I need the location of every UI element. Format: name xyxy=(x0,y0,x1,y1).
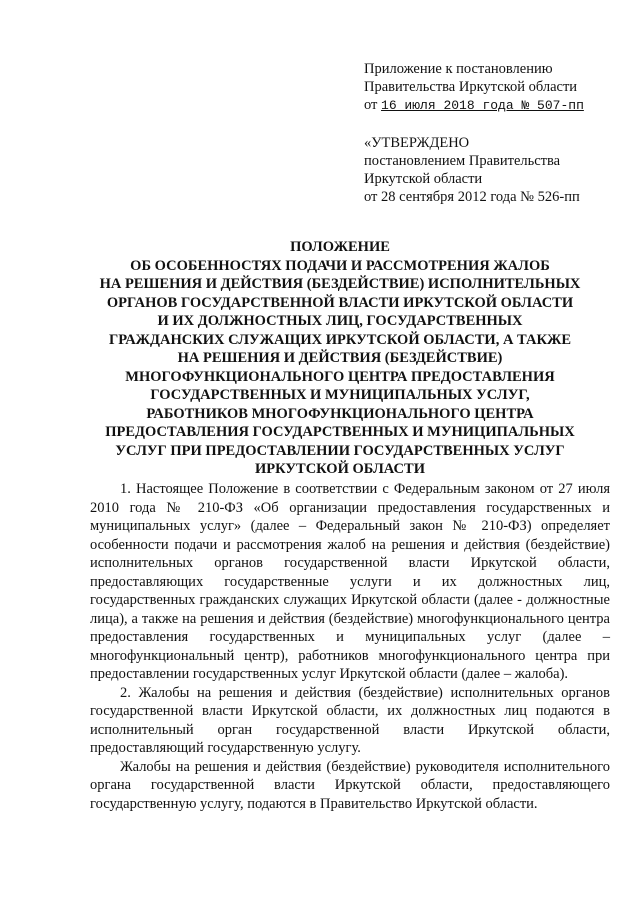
paragraph-2: 2. Жалобы на решения и действия (бездействие) исполнительных органов государственной власти Иркутской области, их должностных лиц подаются в исполнительный орган государственной власти Иркутской области, предоставляющий государственную услугу. xyxy=(90,684,610,756)
document-body xyxy=(90,480,610,813)
approved-line-2: постановлением Правительства xyxy=(364,153,561,169)
title-text: ОБ ОСОБЕННОСТЯХ ПОДАЧИ И РАССМОТРЕНИЯ ЖАЛОБ НА РЕШЕНИЯ И ДЕЙСТВИЯ (БЕЗДЕЙСТВИЕ) ИСПОЛНИТЕЛЬНЫХ ОРГАНОВ ГОСУДАРСТВЕННОЙ ВЛАСТИ ИРКУТСКОЙ ОБЛАСТИ И ИХ ДОЛЖНОСТНЫХ ЛИЦ, ГОСУДАРСТВЕННЫХ ГРАЖДАНСКИХ СЛУЖАЩИХ ИРКУТСКОЙ ОБЛАСТИ, А ТАКЖЕ НА РЕШЕНИЯ И ДЕЙСТВИЯ (БЕЗДЕЙСТВИЕ) МНОГОФУНКЦИОНАЛЬНОГО ЦЕНТРА ПРЕДОСТАВЛЕНИЯ ГОСУДАРСТВЕННЫХ И МУНИЦИПАЛЬНЫХ УСЛУГ, РАБОТНИКОВ МНОГОФУНКЦИОНАЛЬНОГО ЦЕНТРА ПРЕДОСТАВЛЕНИЯ ГОСУДАРСТВЕННЫХ И МУНИЦИПАЛЬНЫХ УСЛУГ ПРИ ПРЕДОСТАВЛЕНИИ ГОСУДАРСТВЕННЫХ УСЛУГ ИРКУТСКОЙ ОБЛАСТИ xyxy=(99,257,581,477)
appendix-line-3 xyxy=(364,96,614,115)
appendix-date-number: 16 июля 2018 года № 507-пп xyxy=(381,98,584,113)
paragraph-1: 1. Настоящее Положение в соответствии с Федеральным законом от 27 июля 2010 года № 210-ФЗ «Об организации предоставления государственных и муниципальных услуг» (далее – Федеральный закон № 210-ФЗ) определяет особенности подачи и рассмотрения жалоб на решения и действия (бездействие) исполнительных органов государственной власти Иркутской области, предоставляющих государственные услуги и их должностных лиц, государственных гражданских служащих Иркутской области (далее - должностные лица), а также на решения и действия (бездействие) многофункционального центра предоставления государственных и муниципальных услуг (далее – многофункциональный центр), работников многофункционального центра при предоставлении государственных услуг Иркутской области (далее – жалоба). xyxy=(90,481,610,682)
appendix-block xyxy=(364,60,614,115)
appendix-line-1: Приложение к постановлению xyxy=(364,61,553,77)
document-title xyxy=(60,238,620,479)
appendix-prefix: от xyxy=(364,97,378,113)
title-heading: ПОЛОЖЕНИЕ xyxy=(290,239,390,255)
approved-line-1: «УТВЕРЖДЕНО xyxy=(364,135,470,151)
appendix-line-2: Правительства Иркутской области xyxy=(364,79,578,95)
approved-line-4: от 28 сентября 2012 года № 526-пп xyxy=(364,189,580,205)
approved-line-3: Иркутской области xyxy=(364,171,483,187)
approved-block xyxy=(364,134,624,206)
paragraph-3: Жалобы на решения и действия (бездействие) руководителя исполнительного органа государственной власти Иркутской области, предоставляющего государственную услугу, подаются в Правительство Иркутской области. xyxy=(90,758,610,812)
